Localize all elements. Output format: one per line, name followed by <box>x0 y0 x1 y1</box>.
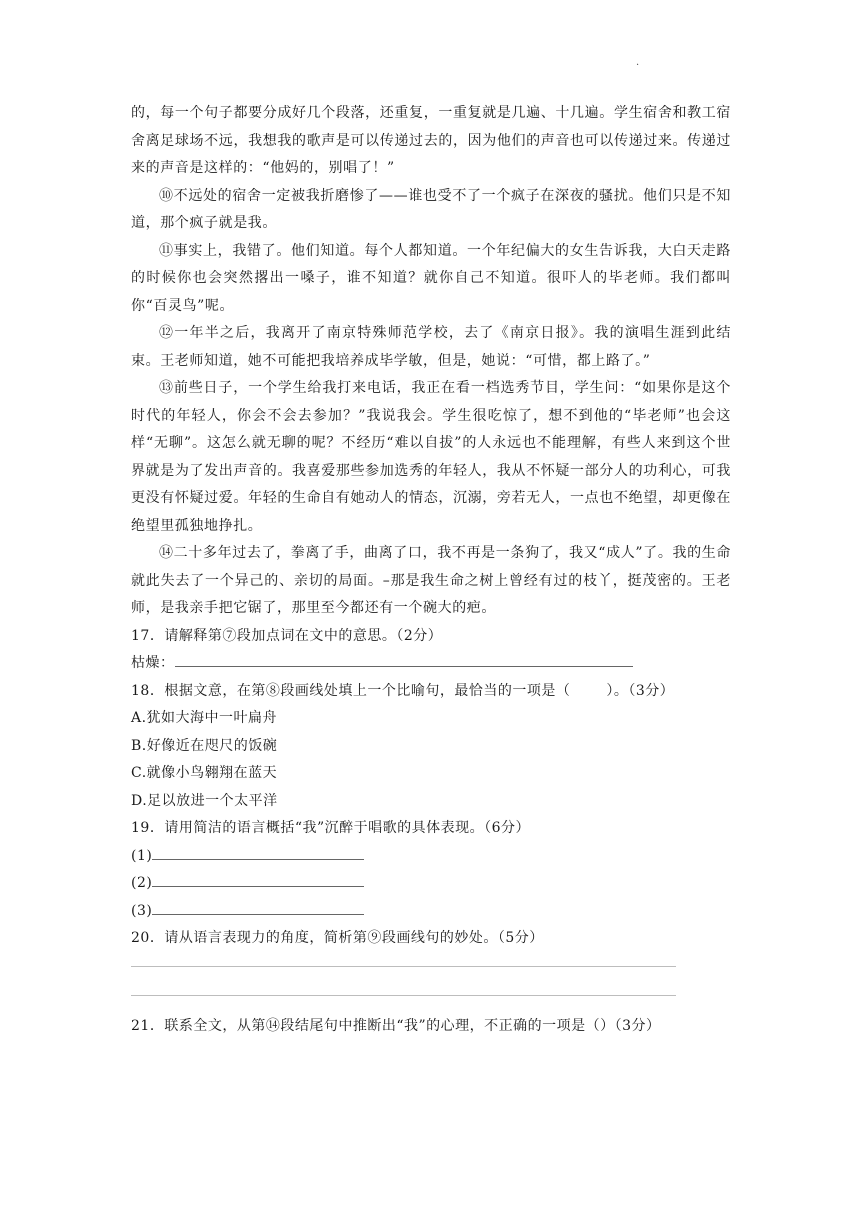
page-corner-mark: · <box>636 60 640 71</box>
question-19-answer-row-3 <box>131 898 731 926</box>
passage-paragraph-12: ⑫一年半之后，我离开了南京特殊师范学校，去了《南京日报》。我的演唱生涯到此结束。王老师知道，她不可能把我培养成毕学敏，但是，她说：“可惜，都上路了。” <box>131 325 731 369</box>
question-18-points: ）。（3分） <box>606 682 675 699</box>
question-18-option-d: D.足以放进一个太平洋 <box>131 792 278 809</box>
question-21: 21．联系全文，从第⑭段结尾句中推断出“我”的心理，不正确的一项是（）（3分） <box>131 1017 661 1034</box>
question-19-item-3-label: (3) <box>131 902 153 919</box>
question-19-item-1-label: (1) <box>131 847 153 864</box>
question-17-answer-line[interactable] <box>175 650 633 667</box>
question-18-option-b: B.好像近在咫尺的饭碗 <box>131 737 278 754</box>
question-19-answer-line-1[interactable] <box>152 843 364 860</box>
question-17: 17．请解释第⑦段加点词在文中的意思。（2分） <box>131 627 443 644</box>
passage-paragraph-14: ⑭二十多年过去了，拳离了手，曲离了口，我不再是一条狗了，我又“成人”了。我的生命就此失去了一个异己的、亲切的局面。–那是我生命之树上曾经有过的枝丫，挺茂密的。王老师，是我亲手把它锯了，那里至今都还有一个碗大的疤。 <box>131 545 731 616</box>
question-18-option-a: A.犹如大海中一叶扁舟 <box>131 710 278 726</box>
document-body <box>131 100 731 1040</box>
question-19-item-2-label: (2) <box>131 875 153 891</box>
passage-paragraph-13: ⑬前些日子，一个学生给我打来电话，我正在看一档选秀节目，学生问：“如果你是这个时代的年轻人，你会不会去参加？”我说我会。学生很吃惊了，想不到他的“毕老师”也会这样“无聊”。这怎么就无聊的呢？不经历“难以自拔”的人永远也不能理解，有些人来到这个世界就是为了发出声音的。我喜爱那些参加选秀的年轻人，我从不怀疑一部分人的功利心，可我更没有怀疑过爱。年轻的生命自有她动人的情态，沉溺，旁若无人，一点也不绝望，却更像在绝望里孤独地挣扎。 <box>131 380 731 534</box>
passage-paragraph-10: ⑩不远处的宿舍一定被我折磨惨了——谁也受不了一个疯子在深夜的骚扰。他们只是不知道，那个疯子就是我。 <box>131 187 731 231</box>
question-17-answer-row <box>131 650 731 678</box>
question-19-answer-row-1 <box>131 843 731 871</box>
question-19: 19．请用简洁的语言概括“我”沉醉于唱歌的具体表现。（6分） <box>131 820 531 836</box>
question-19-answer-line-3[interactable] <box>152 898 364 915</box>
question-17-label: 枯燥： <box>131 655 175 671</box>
question-18-option-c: C.就像小鸟翱翔在蓝天 <box>131 765 278 781</box>
question-19-answer-line-2[interactable] <box>152 870 364 887</box>
question-19-answer-row-2 <box>131 870 731 898</box>
question-20: 20．请从语言表现力的角度，简析第⑨段画线句的妙处。（5分） <box>131 930 544 946</box>
passage-paragraph-9-continued: 的，每一个句子都要分成好几个段落，还重复，一重复就是几遍、十几遍。学生宿舍和教工宿舍离足球场不远，我想我的歌声是可以传递过去的，因为他们的声音也可以传递过来。传递过来的声音是这样的：“他妈的，别唱了！” <box>131 105 731 176</box>
question-18 <box>131 678 731 706</box>
question-18-stem: 18．根据文意，在第⑧段画线处填上一个比喻句，最恰当的一项是（ <box>131 682 571 699</box>
passage-paragraph-11: ⑪事实上，我错了。他们知道。每个人都知道。一个年纪偏大的女生告诉我，大白天走路的时候你也会突然撂出一嗓子，谁不知道？就你自己不知道。很吓人的毕老师。我们都叫你“百灵鸟”呢。 <box>131 242 731 314</box>
